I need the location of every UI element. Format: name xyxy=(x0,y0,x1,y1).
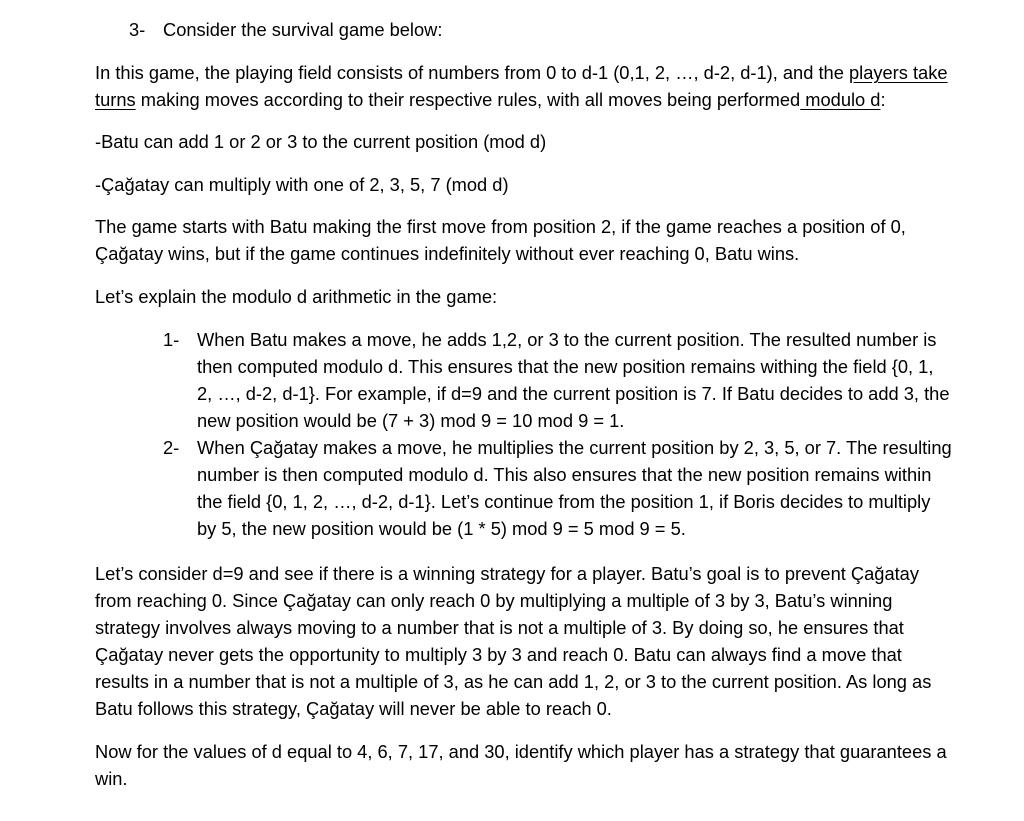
batu-rule: -Batu can add 1 or 2 or 3 to the current position (mod d) xyxy=(95,131,547,152)
underlined-text: turns xyxy=(95,89,136,110)
strategy-line: Batu follows this strategy, Çağatay will never be able to reach 0. xyxy=(95,698,612,719)
intro-text: In this game, the playing field consists of numbers from 0 to d-1 (0,1, 2, …, d-2, d-1), and the xyxy=(95,62,849,83)
intro-line-1 xyxy=(95,59,948,86)
question-heading: Consider the survival game below: xyxy=(163,19,443,40)
cagatay-rule: -Çağatay can multiply with one of 2, 3, 5, 7 (mod d) xyxy=(95,174,509,195)
list-item-1-line: new position would be (7 + 3) mod 9 = 10 mod 9 = 1. xyxy=(197,410,625,431)
list-item-number: 2- xyxy=(163,437,180,458)
question-number: 3- xyxy=(129,19,146,40)
list-item-2-line: number is then computed modulo d. This also ensures that the new position remains within xyxy=(197,464,932,485)
list-item-1-line: When Batu makes a move, he adds 1,2, or 3 to the current position. The resulted number is xyxy=(197,329,937,350)
strategy-line: strategy involves always moving to a number that is not a multiple of 3. By doing so, he ensures that xyxy=(95,617,904,638)
intro-text: : xyxy=(880,89,886,110)
list-item-2-line: the field {0, 1, 2, …, d-2, d-1}. Let’s continue from the position 1, if Boris decides to multiply xyxy=(197,491,931,512)
strategy-line: Çağatay never gets the opportunity to multiply 3 by 3 and reach 0. Batu can always find a move that xyxy=(95,644,902,665)
question-line: Now for the values of d equal to 4, 6, 7, 17, and 30, identify which player has a strategy that guarantees a xyxy=(95,741,947,762)
underlined-text: players take xyxy=(848,62,948,83)
strategy-line: Let’s consider d=9 and see if there is a winning strategy for a player. Batu’s goal is to prevent Çağatay xyxy=(95,563,919,584)
list-item-1-line: 2, …, d-2, d-1}. For example, if d=9 and the current position is 7. If Batu decides to add 3, the xyxy=(197,383,950,404)
strategy-line: from reaching 0. Since Çağatay can only reach 0 by multiplying a multiple of 3 by 3, Batu’s winning xyxy=(95,590,893,611)
list-item-1-line: then computed modulo d. This ensures that the new position remains withing the field {0, 1, xyxy=(197,356,934,377)
start-line-2: Çağatay wins, but if the game continues indefinitely without ever reaching 0, Batu wins. xyxy=(95,243,800,264)
strategy-line: results in a number that is not a multiple of 3, as he can add 1, 2, or 3 to the current position. As long as xyxy=(95,671,932,692)
list-item-2-line: by 5, the new position would be (1 * 5) mod 9 = 5 mod 9 = 5. xyxy=(197,518,686,539)
start-line-1: The game starts with Batu making the first move from position 2, if the game reaches a position of 0, xyxy=(95,216,906,237)
list-item-number: 1- xyxy=(163,329,180,350)
question-line: win. xyxy=(95,768,128,789)
explain-title: Let’s explain the modulo d arithmetic in the game: xyxy=(95,286,498,307)
intro-text: making moves according to their respective rules, with all moves being performed xyxy=(135,89,801,110)
underlined-text: modulo d xyxy=(800,89,881,110)
intro-line-2 xyxy=(95,86,886,113)
list-item-2-line: When Çağatay makes a move, he multiplies the current position by 2, 3, 5, or 7. The resulting xyxy=(197,437,952,458)
